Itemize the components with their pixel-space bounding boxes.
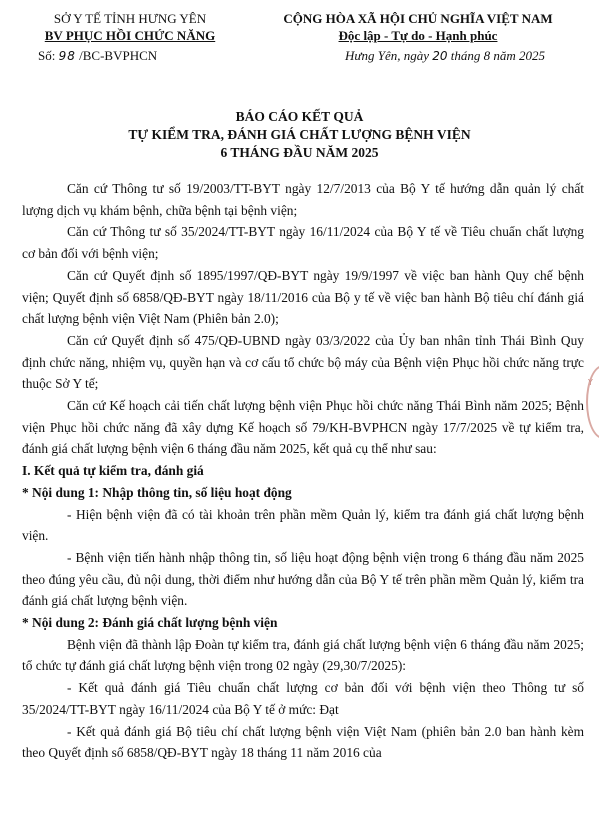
report-title [0, 108, 599, 162]
parent-agency: SỞ Y TẾ TỈNH HƯNG YÊN [53, 11, 207, 26]
body-paragraph: Căn cứ Thông tư số 35/2024/TT-BYT ngày 16/11/2024 của Bộ Y tế về Tiêu chuẩn chất lượng cơ bản đối với bệnh viện; [22, 224, 584, 262]
place-and-date [300, 48, 590, 64]
report-body [22, 178, 584, 764]
national-motto: Độc lập - Tự do - Hạnh phúc [338, 28, 498, 43]
nation-name: CỘNG HÒA XÃ HỘI CHỦ NGHĨA VIỆT NAM [283, 11, 553, 26]
section-heading: I. Kết quả tự kiểm tra, đánh giá [22, 463, 204, 479]
section-heading: * Nội dung 2: Đánh giá chất lượng bệnh viện [22, 615, 278, 631]
body-paragraph: Căn cứ Kế hoạch cải tiến chất lượng bệnh viện Phục hồi chức năng Thái Bình năm 2025; Bệnh viện Phục hồi chức năng đã xây dựng Kế hoạch số 79/KH-BVPHCN ngày 17/7/2025 về tự kiểm tra, đánh giá chất lượng bệnh viện 6 tháng đầu năm 2025, kết quả cụ thể như sau: [22, 398, 584, 457]
agency-name: BV PHỤC HỒI CHỨC NĂNG [44, 28, 216, 43]
national-header-block [248, 10, 588, 44]
body-paragraph: - Bệnh viện tiến hành nhập thông tin, số liệu hoạt động bệnh viện trong 6 tháng đầu năm 2025 theo đúng yêu cầu, đủ nội dung, thời điểm như hướng dẫn của Bộ Y tế trên phần mềm Quản lý, kiểm tra đánh giá chất lượng bệnh viện. [22, 549, 584, 609]
title-line-3: 6 THÁNG ĐẦU NĂM 2025 [220, 145, 379, 160]
doc-number-handwritten: 98 [58, 49, 76, 63]
date-rest: tháng 8 năm 2025 [450, 48, 546, 63]
body-paragraph: Căn cứ Thông tư số 19/2003/TT-BYT ngày 12/7/2013 của Bộ Y tế hướng dẫn quản lý chất lượng dịch vụ khám bệnh, chữa bệnh tại bệnh viện; [22, 181, 584, 218]
doc-number-suffix: /BC-BVPHCN [79, 48, 158, 63]
body-paragraph: Căn cứ Quyết định số 1895/1997/QĐ-BYT ngày 19/9/1997 về việc ban hành Quy chế bệnh viện; Quyết định số 6858/QĐ-BYT ngày 18/11/2016 của Bộ y tế về việc ban hành Bộ tiêu chí đánh giá chất lượng bệnh viện Việt Nam (Phiên bản 2.0); [22, 267, 584, 327]
doc-number-prefix: Số: [38, 48, 56, 63]
issuing-agency-block [20, 10, 240, 44]
body-paragraph: Căn cứ Quyết định số 475/QĐ-UBND ngày 03/3/2022 của Ủy ban nhân tỉnh Thái Bình Quy định chức năng, nhiệm vụ, quyền hạn và cơ cấu tổ chức bộ máy của Bệnh viện Phục hồi chức năng trực thuộc Sở Y tế; [22, 332, 584, 392]
body-paragraph: - Kết quả đánh giá Bộ tiêu chí chất lượng bệnh viện Việt Nam (phiên bản 2.0 ban hành kèm theo Quyết định số 6858/QĐ-BYT ngày 18 tháng 11 năm 2016 của [22, 723, 584, 761]
section-heading: * Nội dung 1: Nhập thông tin, số liệu hoạt động [22, 484, 292, 500]
body-paragraph: - Kết quả đánh giá Tiêu chuẩn chất lượng cơ bản đối với bệnh viện theo Thông tư số 35/2024/TT-BYT ngày 16/11/2024 của Bộ Y tế ở mức: Đạt [22, 680, 584, 717]
body-paragraph: - Hiện bệnh viện đã có tài khoản trên phần mềm Quản lý, kiểm tra đánh giá chất lượng bệnh viện. [22, 506, 584, 544]
date-day-handwritten: 20 [432, 49, 448, 63]
title-line-2: TỰ KIỂM TRA, ĐÁNH GIÁ CHẤT LƯỢNG BỆNH VIỆN [128, 127, 471, 142]
place-label: Hưng Yên, ngày [344, 48, 429, 63]
body-paragraph: Bệnh viện đã thành lập Đoàn tự kiểm tra, đánh giá chất lượng bệnh viện 6 tháng đầu năm 2025; tổ chức tự đánh giá chất lượng bệnh viện trong 02 ngày (29,30/7/2025): [22, 636, 584, 674]
red-seal-stamp [586, 365, 599, 439]
title-line-1: BÁO CÁO KẾT QUẢ [235, 109, 364, 124]
seal-fragment-y: Y [588, 378, 593, 387]
document-number [38, 48, 157, 64]
